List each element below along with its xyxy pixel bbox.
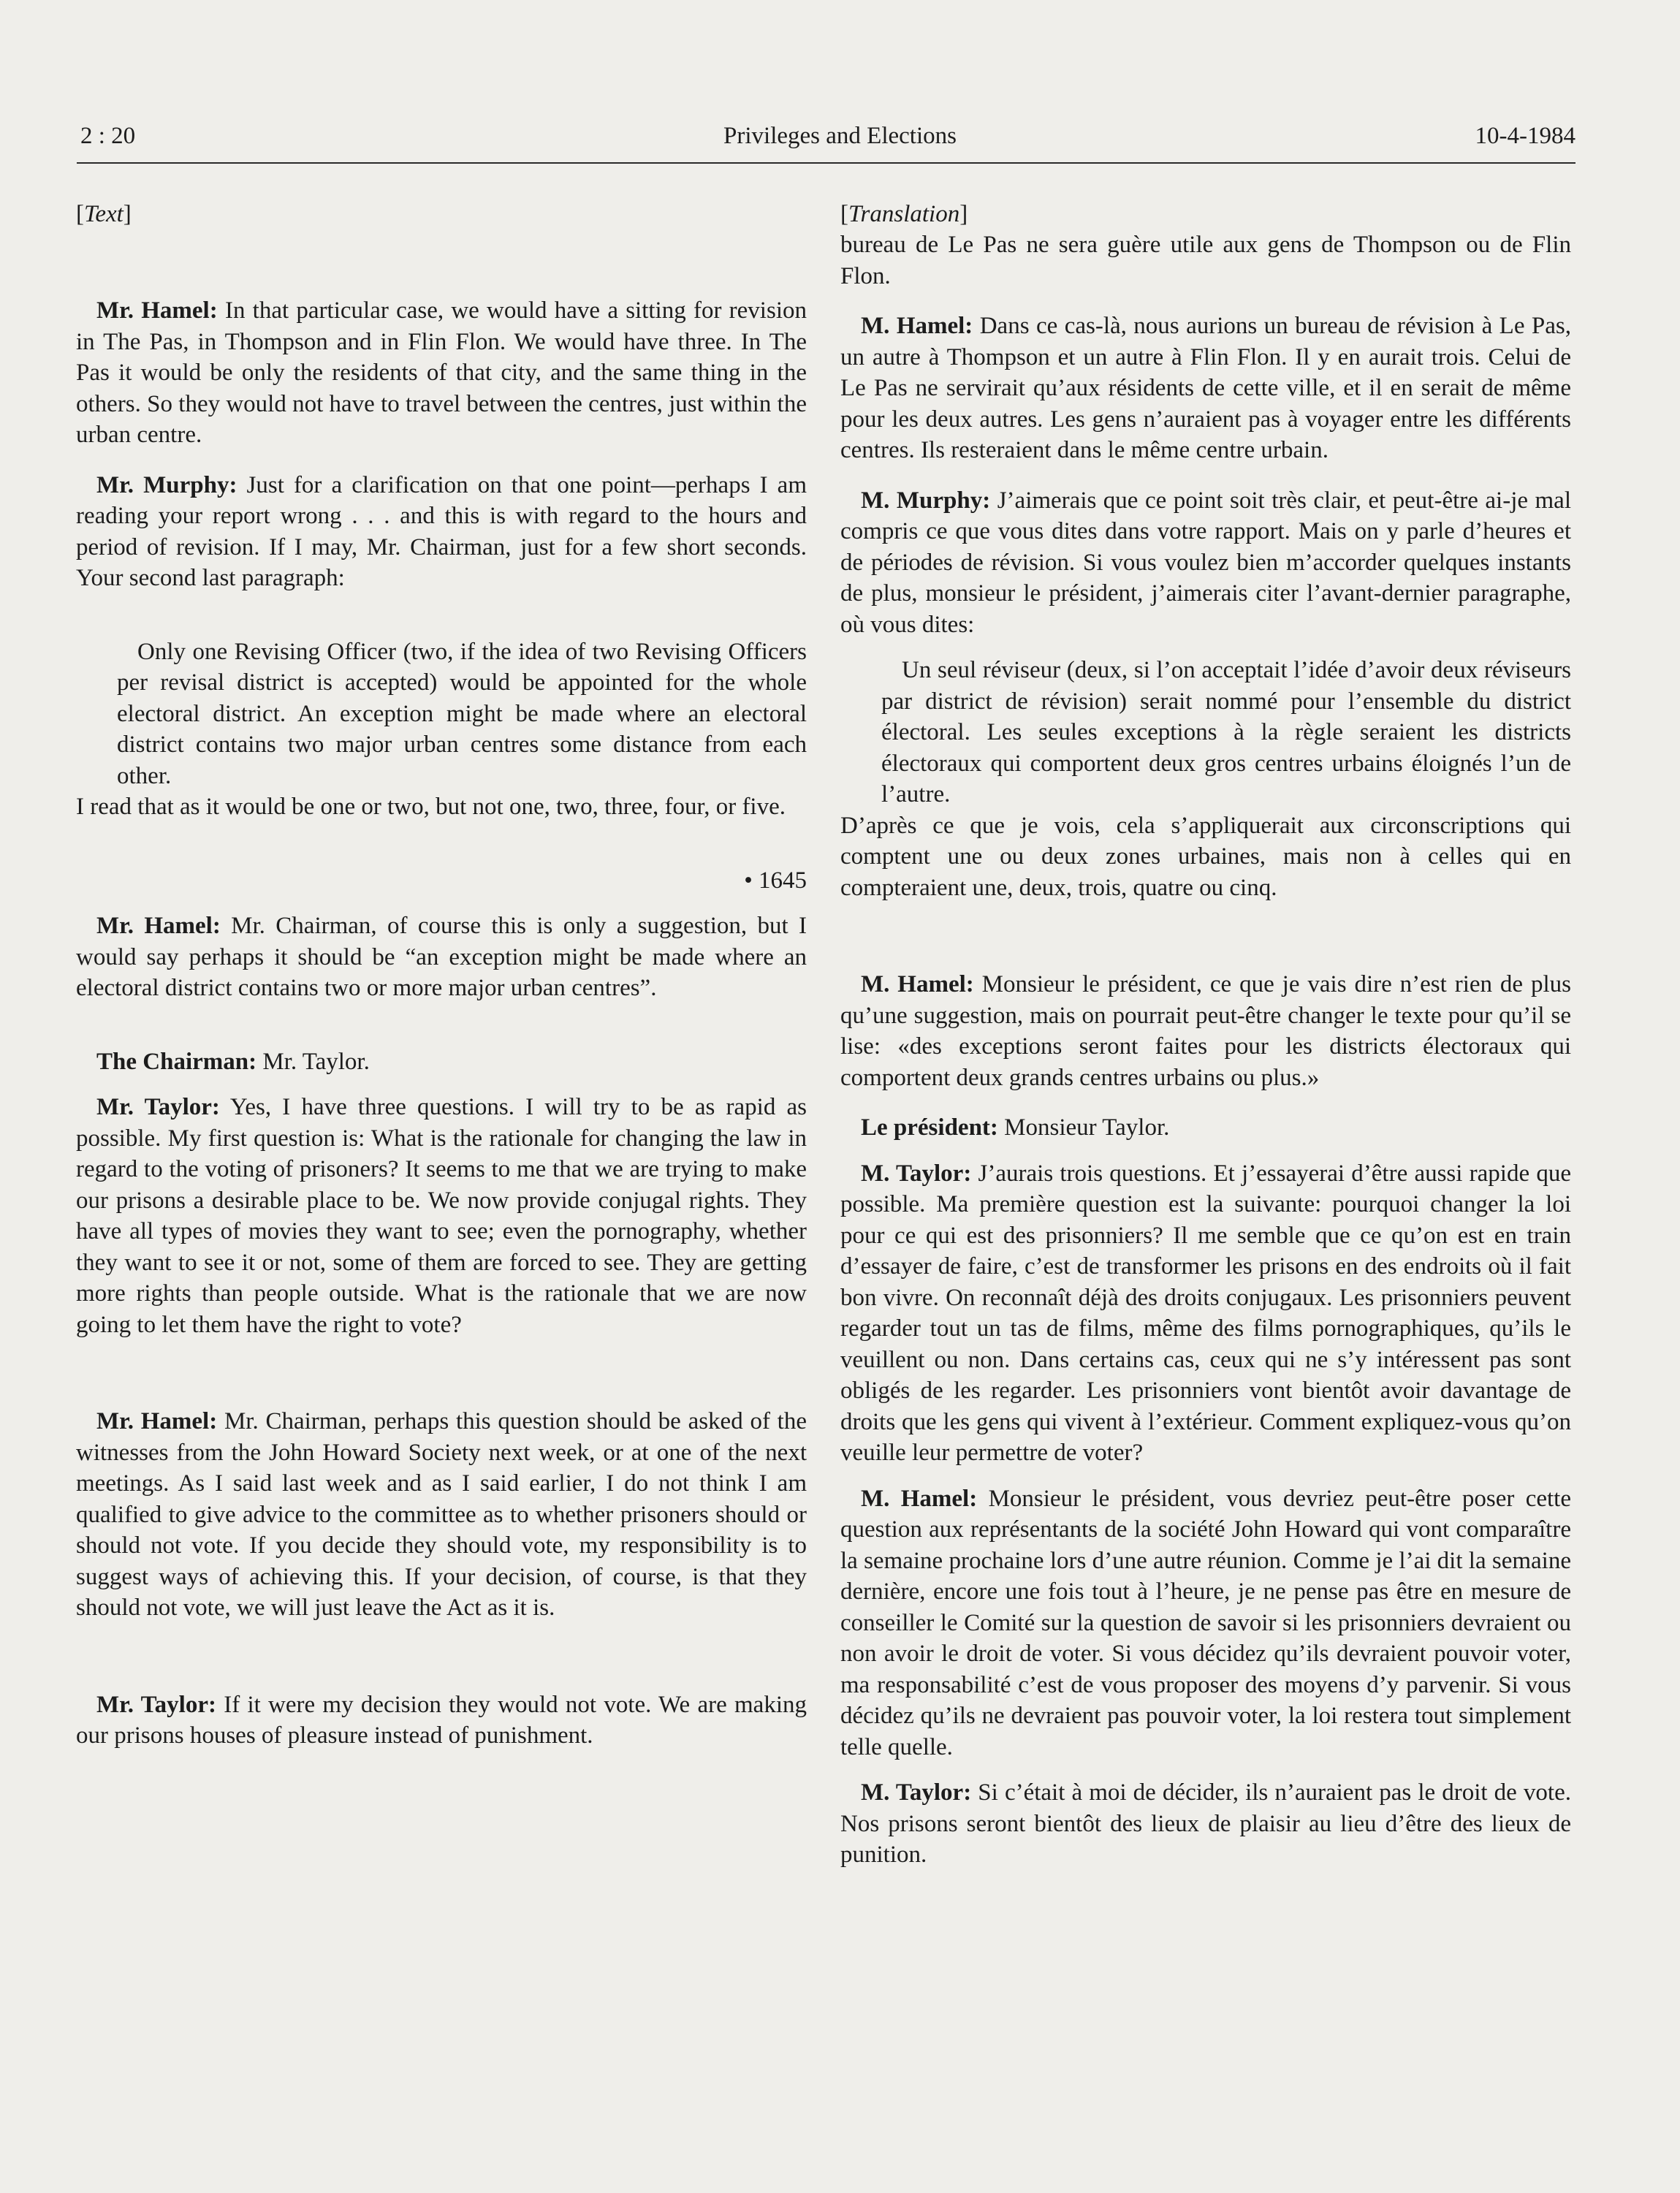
speech-paragraph: Mr. Taylor: Yes, I have three questions. I will try to be as rapid as possible. My first question is: What is the rationale for changing the law in regard to the voting of prisoners? It seems to me that we are trying to make our prisons a desirable place to be. We now provide conjugal rights. They have all types of movies they want to see; even the pornography, whether they want to see it or not, some of them are forced to see. They are getting more rights than people outside. What is the rationale that we are now going to let them have the right to vote? [76, 1094, 807, 1338]
speaker-name: Mr. Hamel: [96, 297, 218, 324]
left-column-english [76, 199, 807, 1752]
time-marker: • 1645 [744, 867, 807, 894]
speech-paragraph: Mr. Hamel: Mr. Chairman, perhaps this question should be asked of the witnesses from the John Howard Society next week, or at one of the next meetings. As I said last week and as I said earlier, I do not think I am qualified to give advice to the committee as to whether prisoners should or should not vote. If you decide they should vote, my responsibility is to suggest ways of achieving this. If your decision, of course, is that they should not vote, we will just leave the Act as it is. [76, 1408, 807, 1621]
speech-paragraph: M. Taylor: J’aurais trois questions. Et j’essayerai d’être aussi rapide que possible. Ma première question est la suivante: pourquoi changer la loi pour ce qui est des prisonniers? Il me semble que ce qu’on est en train d’essayer de faire, c’est de transformer les prisons en des endroits où il fait bon vivre. On reconnaît déjà des droits conjugaux. Les prisonniers peuvent regarder tout un tas de films, même des films pornographiques, qu’ils le veuillent ou non. Dans certains cas, ceux qui ne s’y intéressent pas sont obligés de les regarder. Les prisonniers vont bientôt avoir davantage de droits que les gens qui vivent à l’extérieur. Comment expliquez-vous qu’on veuille leur permettre de voter? [840, 1160, 1571, 1466]
block-quote: Only one Revising Officer (two, if the idea of two Revising Officers per revisal district is accepted) would be appointed for the whole electoral district. An exception might be made where an electoral district contains two major urban centres some distance from each other. [117, 638, 807, 789]
speech-paragraph: M. Hamel: Monsieur le président, vous devriez peut-être poser cette question aux représentants de la société John Howard qui vont comparaître la semaine prochaine lors d’une autre réunion. Comme je l’ai dit la semaine dernière, encore une fois tout à l’heure, je ne pense pas être en mesure de conseiller le Comité sur la question de savoir si les prisonniers devraient ou non avoir le droit de voter. Si vous décidez qu’ils devraient pouvoir voter, ma responsabilité c’est de vous proposer des moyens d’y parvenir. Si vous décidez qu’ils ne devraient pas pouvoir voter, la loi restera tout simplement telle quelle. [840, 1485, 1571, 1760]
speech-paragraph: The Chairman: Mr. Taylor. [96, 1048, 370, 1075]
speaker-name: Mr. Taylor: [96, 1094, 220, 1120]
running-title: Privileges and Elections [723, 123, 957, 149]
speech-paragraph: Mr. Murphy: Just for a clarification on that one point—perhaps I am reading your report wrong . . . and this is with regard to the hours and period of revision. If I may, Mr. Chairman, just for a few short seconds. Your second last paragraph: [76, 471, 807, 591]
speech-continuation: I read that as it would be one or two, but not one, two, three, four, or five. [76, 794, 786, 820]
speaker-name: Mr. Hamel: [96, 1408, 218, 1434]
speaker-name: M. Hamel: [861, 971, 974, 997]
page-number: 2 : 20 [80, 123, 136, 149]
speaker-name: The Chairman: [96, 1048, 257, 1075]
speech-continuation: bureau de Le Pas ne sera guère utile aux gens de Thompson ou de Flin Flon. [840, 232, 1571, 289]
speech-paragraph: Mr. Hamel: In that particular case, we would have a sitting for revision in The Pas, in Thompson and in Flin Flon. We would have three. In The Pas it would be only the residents of that city, and the same thing in the others. So they would not have to travel between the centres, just within the urban centre. [76, 297, 807, 448]
column-label-translation: [Translation] [840, 201, 968, 227]
speech-paragraph: M. Hamel: Monsieur le président, ce que je vais dire n’est rien de plus qu’une suggestion, mais on pourrait peut-être changer le texte pour qu’il se lise: «des exceptions seront faites pour les districts électoraux qui comportent deux grands centres urbains ou plus.» [840, 971, 1571, 1091]
right-column-french [840, 199, 1571, 1871]
speaker-name: Le président: [861, 1114, 998, 1141]
speaker-name: Mr. Taylor: [96, 1691, 216, 1718]
speech-continuation: D’après ce que je vois, cela s’appliquerait aux circonscriptions qui comptent une ou deux zones urbaines, mais non à celles qui en compteraient une, deux, trois, quatre ou cinq. [840, 812, 1571, 901]
speech-paragraph: Mr. Hamel: Mr. Chairman, of course this is only a suggestion, but I would say perhaps it should be “an exception might be made where an electoral district contains two or more major urban centres”. [76, 913, 807, 1001]
header-rule [77, 162, 1576, 164]
speaker-name: M. Taylor: [861, 1779, 972, 1806]
speaker-name: Mr. Murphy: [96, 471, 237, 498]
speech-paragraph: Mr. Taylor: If it were my decision they would not vote. We are making our prisons houses of pleasure instead of punishment. [76, 1691, 807, 1749]
speaker-name: Mr. Hamel: [96, 913, 221, 939]
block-quote: Un seul réviseur (deux, si l’on acceptait l’idée d’avoir deux réviseurs par district de révision) serait nommé pour l’ensemble du district électoral. Les seules exceptions à la règle seraient les districts électoraux qui comportent deux gros centres urbains éloignés l’un de l’autre. [881, 657, 1571, 807]
speaker-name: M. Murphy: [861, 487, 991, 514]
speech-paragraph: M. Hamel: Dans ce cas-là, nous aurions un bureau de révision à Le Pas, un autre à Thompson et un autre à Flin Flon. Il y en aurait trois. Celui de Le Pas ne servirait qu’aux résidents de cette ville, et il en serait de même pour les deux autres. Les gens n’auraient pas à voyager entre les différents centres. Ils resteraient dans le même centre urbain. [840, 313, 1572, 463]
speaker-name: M. Taylor: [861, 1160, 972, 1187]
page-date: 10-4-1984 [1475, 123, 1576, 149]
speech-paragraph: M. Murphy: J’aimerais que ce point soit très clair, et peut-être ai-je mal compris ce que vous dites dans votre rapport. Mais on y parle d’heures et de périodes de révision. Si vous voulez bien m’accorder quelques instants de plus, monsieur le président, j’aimerais citer l’avant-dernier paragraphe, où vous dites: [840, 487, 1571, 638]
speaker-name: M. Hamel: [861, 1485, 978, 1512]
speaker-name: M. Hamel: [861, 313, 973, 339]
speech-paragraph: M. Taylor: Si c’était à moi de décider, ils n’auraient pas le droit de vote. Nos prisons seront bientôt des lieux de plaisir au lieu d’être des lieux de punition. [840, 1779, 1571, 1868]
column-label-text: [Text] [76, 201, 132, 227]
speech-paragraph: Le président: Monsieur Taylor. [861, 1114, 1170, 1141]
